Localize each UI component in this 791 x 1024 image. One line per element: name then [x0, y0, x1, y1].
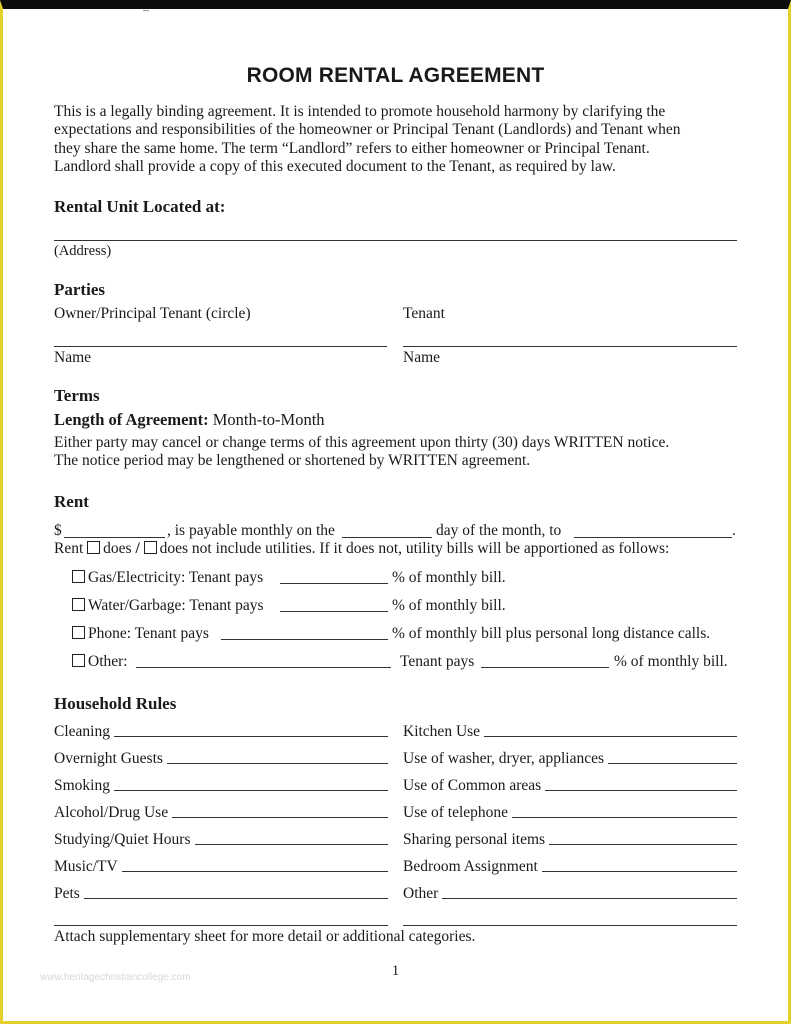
rule-field[interactable] — [167, 763, 388, 764]
rule-label: Cleaning — [54, 723, 110, 740]
address-label: (Address) — [54, 243, 112, 259]
rule-field[interactable] — [484, 736, 737, 737]
owner-label: Owner/Principal Tenant (circle) — [54, 305, 251, 322]
rule-common-areas — [403, 775, 737, 795]
does-label: does — [103, 540, 132, 557]
gas-label: Gas/Electricity: Tenant pays — [88, 569, 264, 586]
rent-dollar: $ — [54, 522, 62, 539]
rent-utilities-line — [54, 540, 669, 558]
rent-period: . — [732, 522, 736, 539]
utility-phone — [72, 625, 209, 643]
rule-kitchen-use — [403, 721, 737, 741]
rule-field[interactable] — [114, 736, 388, 737]
rule-label: Use of washer, dryer, appliances — [403, 750, 605, 767]
owner-name-field[interactable] — [54, 346, 387, 347]
phone-suffix: % of monthly bill plus personal long distance calls. — [392, 625, 711, 642]
rent-day-field[interactable] — [342, 537, 432, 538]
rule-pets — [54, 883, 388, 903]
rule-label: Bedroom Assignment — [403, 858, 538, 875]
terms-line-1: Either party may cancel or change terms of this agreement upon thirty (30) days WRITTEN notice. — [54, 434, 670, 451]
length-of-agreement — [54, 410, 325, 430]
rule-label: Overnight Guests — [54, 750, 163, 767]
rule-sharing-items — [403, 829, 737, 849]
rent-does-checkbox[interactable] — [87, 541, 100, 554]
extra-rule-field-left[interactable] — [54, 925, 388, 926]
rule-bedroom-assignment — [403, 856, 737, 876]
tenant-label: Tenant — [403, 305, 445, 322]
rule-alcohol-drug — [54, 802, 388, 822]
other-label: Other: — [88, 653, 128, 670]
rule-field[interactable] — [545, 790, 737, 791]
does-not-label: does not include utilities. If it does not, utility bills will be apportioned as follows: — [159, 540, 670, 557]
rule-label: Alcohol/Drug Use — [54, 804, 169, 821]
scan-mark — [143, 10, 149, 11]
other-utility-field[interactable] — [136, 667, 391, 668]
rule-field[interactable] — [608, 763, 737, 764]
intro-paragraph — [54, 103, 744, 176]
page-title: ROOM RENTAL AGREEMENT — [246, 64, 545, 87]
rule-field[interactable] — [114, 790, 388, 791]
rule-field[interactable] — [512, 817, 737, 818]
rule-overnight-guests — [54, 748, 388, 768]
rule-smoking — [54, 775, 388, 795]
intro-line: they share the same home. The term “Landlord” refers to either homeowner or Principal Tenant. — [54, 139, 650, 157]
rule-label: Use of Common areas — [403, 777, 542, 794]
tenant-name-field[interactable] — [403, 346, 737, 347]
gas-checkbox[interactable] — [72, 570, 85, 583]
water-percent-field[interactable] — [280, 611, 388, 612]
phone-checkbox[interactable] — [72, 626, 85, 639]
gas-suffix: % of monthly bill. — [392, 569, 506, 586]
utility-gas — [72, 569, 263, 587]
other-tenant-pays: Tenant pays — [400, 653, 475, 670]
rule-label: Kitchen Use — [403, 723, 481, 740]
intro-line: Landlord shall provide a copy of this executed document to the Tenant, as required by law. — [54, 157, 616, 175]
rule-music-tv — [54, 856, 388, 876]
rule-other — [403, 883, 737, 903]
rent-payee-field[interactable] — [574, 537, 732, 538]
water-label: Water/Garbage: Tenant pays — [88, 597, 264, 614]
other-checkbox[interactable] — [72, 654, 85, 667]
rule-label: Music/TV — [54, 858, 118, 875]
terms-heading: Terms — [54, 386, 100, 405]
rule-field[interactable] — [549, 844, 737, 845]
rule-telephone — [403, 802, 737, 822]
intro-line: expectations and responsibilities of the homeowner or Principal Tenant (Landlords) and Tenant when — [54, 121, 681, 139]
other-suffix: % of monthly bill. — [614, 653, 728, 670]
length-label: Length of Agreement: — [54, 410, 209, 429]
household-rules-heading: Household Rules — [54, 694, 177, 713]
page-number: 1 — [391, 963, 400, 979]
rent-word: Rent — [54, 540, 84, 557]
rule-field[interactable] — [172, 817, 388, 818]
water-checkbox[interactable] — [72, 598, 85, 611]
rule-label: Other — [403, 885, 439, 902]
rule-field[interactable] — [84, 898, 388, 899]
tenant-name-label: Name — [403, 349, 441, 366]
other-percent-field[interactable] — [481, 667, 609, 668]
length-value: Month-to-Month — [208, 410, 325, 429]
parties-heading: Parties — [54, 280, 105, 299]
extra-rule-field-right[interactable] — [403, 925, 737, 926]
watermark: www.heritagechristiancollege.com — [40, 972, 191, 983]
water-suffix: % of monthly bill. — [392, 597, 506, 614]
rental-unit-heading: Rental Unit Located at: — [54, 197, 226, 216]
rule-field[interactable] — [542, 871, 737, 872]
rule-field[interactable] — [195, 844, 389, 845]
slash: / — [135, 540, 140, 557]
rule-label: Pets — [54, 885, 80, 902]
rule-label: Sharing personal items — [403, 831, 546, 848]
rent-amount-field[interactable] — [64, 537, 165, 538]
rule-field[interactable] — [442, 898, 737, 899]
phone-label: Phone: Tenant pays — [88, 625, 209, 642]
attach-note: Attach supplementary sheet for more detail or additional categories. — [54, 928, 476, 945]
rent-payable-text: , is payable monthly on the — [167, 522, 335, 539]
rent-heading: Rent — [54, 492, 89, 511]
rule-label: Use of telephone — [403, 804, 509, 821]
owner-name-label: Name — [54, 349, 92, 366]
rule-studying — [54, 829, 388, 849]
rule-washer-dryer — [403, 748, 737, 768]
intro-line: This is a legally binding agreement. It is intended to promote household harmony by clarifying the — [54, 103, 666, 120]
phone-percent-field[interactable] — [221, 639, 388, 640]
terms-line-2: The notice period may be lengthened or shortened by WRITTEN agreement. — [54, 452, 531, 469]
address-field[interactable] — [54, 240, 737, 241]
utility-water — [72, 597, 264, 615]
gas-percent-field[interactable] — [280, 583, 388, 584]
utility-other — [72, 653, 128, 671]
rule-label: Smoking — [54, 777, 110, 794]
rule-label: Studying/Quiet Hours — [54, 831, 191, 848]
rule-field[interactable] — [122, 871, 388, 872]
rent-does-not-checkbox[interactable] — [144, 541, 157, 554]
rent-day-text: day of the month, to — [436, 522, 562, 539]
rule-cleaning — [54, 721, 388, 741]
